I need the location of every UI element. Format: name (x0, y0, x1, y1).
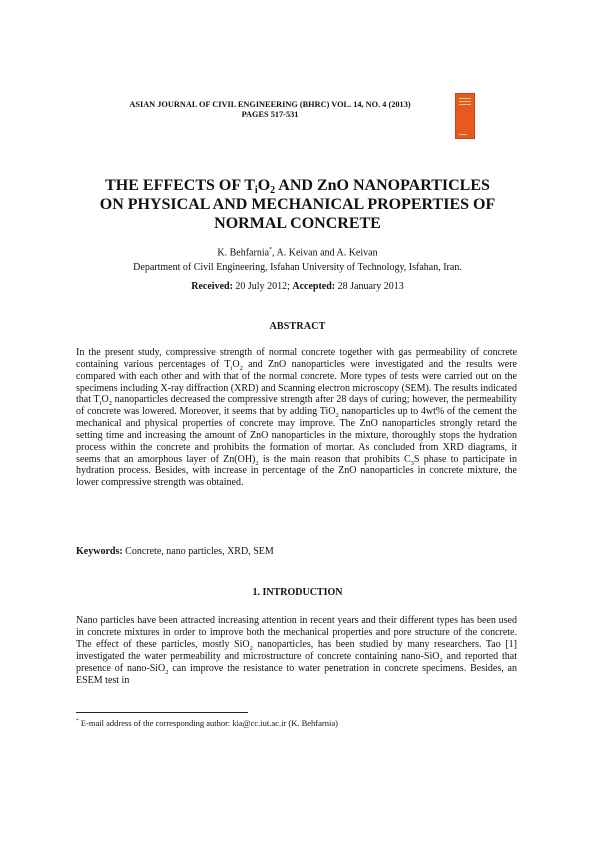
footnote-separator (76, 712, 248, 713)
title-line-3: NORMAL CONCRETE (214, 215, 381, 232)
received-accepted-dates: Received: 20 July 2012; Accepted: 28 January 2013 (191, 281, 404, 292)
introduction-paragraph: Nano particles have been attracted increasing attention in recent years and their different types has been used in concrete mixtures in order to improve both the mechanical properties and pore structure of the concrete. The effect of these particles, mostly SiO$_2$ nanoparticles, has been studied by many researchers. Tao [1] investigated the water permeability and microstructure of concrete containing nano-SiO$_2$ and reported that presence of nano-SiO$_2$ can improve the resistance to water penetration in concrete specimens. Besides, an ESEM test in (76, 615, 518, 686)
paper-title (40, 176, 555, 233)
abstract-body: In the present study, compressive strength of normal concrete together with gas permeability of concrete containing various percentages of $T_iO_2$ and ZnO nanoparticles were investigated and the results were compared with each other and with that of the normal concrete. More types of tests were carried out on the specimens including X-ray diffraction (XRD) and Scanning electron microscopy (SEM). The results indicated that $T_iO_2$ nanoparticles decreased the compressive strength after 28 days of curing; however, the permeability of concrete was lowered. Moreover, it seems that by adding TiO$_2$ nanoparticles up to 4wt% of the cement the mechanical and physical properties of concrete may improve. The ZnO nanoparticles strongly retard the setting time and increasing the amount of ZnO nanoparticles in the mixture, thoroughly stops the hydration process within the concrete and prohibits the formation of mortar. As concluded from XRD diagrams, it seems that an amorphous layer of $Zn(OH)_2$ is the main reason that prohibits $C_3S$ phase to participate in hydration process. Besides, with increase in percentage of the ZnO nanoparticles in concrete mixture, the lower compressive strength was obtained. (76, 347, 518, 489)
title-line-2: ON PHYSICAL AND MECHANICAL PROPERTIES OF (99, 196, 496, 213)
abstract-heading: ABSTRACT (269, 321, 326, 332)
affiliation: Department of Civil Engineering, Isfahan University of Technology, Isfahan, Iran. (133, 262, 462, 273)
journal-title-line: ASIAN JOURNAL OF CIVIL ENGINEERING (BHRC) VOL. 14, NO. 4 (2013) (129, 100, 411, 109)
title-line-1: THE EFFECTS OF $T_iO_2$ AND ZnO NANOPARTICLES (105, 177, 490, 196)
journal-cover-thumbnail (455, 93, 475, 139)
footnote: * E-mail address of the corresponding author: kia@cc.iut.ac.ir (K. Behfarnia) (76, 717, 338, 728)
author-list: K. Behfarnia*, A. Keivan and A. Keivan (217, 247, 378, 259)
journal-header (60, 100, 480, 120)
section-heading-introduction: 1. INTRODUCTION (252, 587, 343, 598)
journal-pages-line: PAGES 517-531 (241, 110, 299, 119)
keywords: Keywords: Concrete, nano particles, XRD, SEM (76, 546, 274, 557)
